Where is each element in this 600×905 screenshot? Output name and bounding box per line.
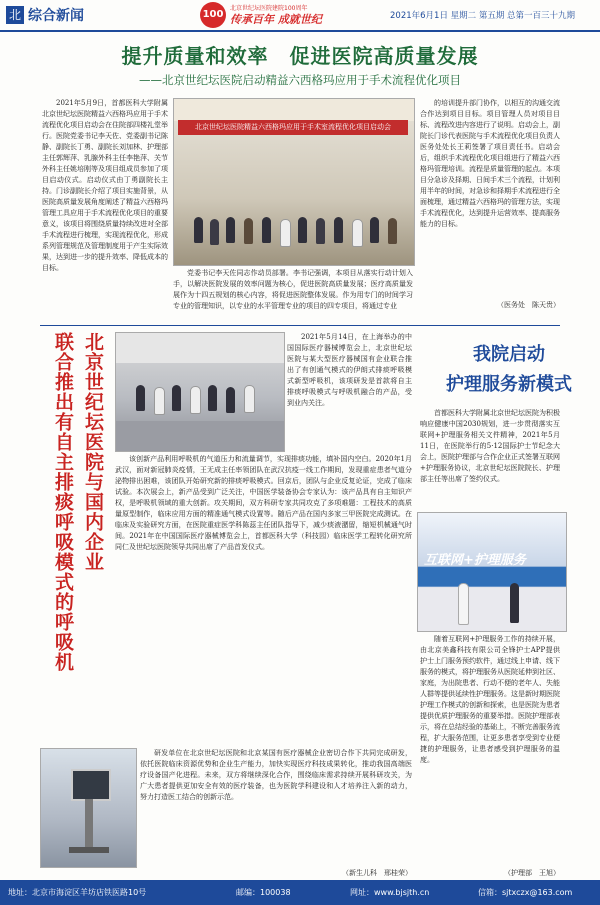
footer-address: 地址：北京市海淀区羊坊店铁医路10号: [8, 888, 147, 897]
right-headline-line-2: 护理服务新模式: [446, 374, 572, 395]
lead-photo-banner: 北京世纪坛医院精益六西格玛应用于手术室流程优化项目启动会: [178, 120, 408, 135]
mid-column-main: [115, 454, 412, 742]
section-logo-icon: 北: [6, 6, 24, 24]
lead-column-3: [173, 268, 413, 323]
footer-postcode: 邮编：100038: [236, 888, 291, 897]
lead-subheadline: ——北京世纪坛医院启动精益六西格玛应用于手术流程优化项目: [139, 73, 461, 87]
lead-headline: 提升质量和效率 促进医院高质量发展: [121, 44, 479, 68]
lead-column-1: [42, 98, 168, 323]
mid-column-right: [287, 332, 412, 452]
issue-info: 2021年6月1日 星期二 第五期 总第一百三十九期: [390, 11, 576, 21]
lead-paragraph-3: 党委书记李天佐同志作动员部署。李书记强调，本项目从落实行动计划入手，以解决医院发展的效率问题为核心，促进医院高质量发展；医疗高质量发展作为十四五规划的核心内容，将促进医院整体发展。作为用专门的时间学习专业的管理知识，以专业的水平管理专业的项目的四专项目，将通过专业: [173, 269, 413, 310]
mid-paragraph-3: 研发单位在北京世纪坛医院和北京某国有医疗器械企业密切合作下共同完成研发，依托医院临床资源优势和企业生产能力，加快实现医疗科技成果转化，推动我国高端医疗设备国产化进程。未来，双方将继续深化合作，围绕临床需求持续开展科研攻关，为广大患者提供更加安全有效的医疗装备，也为医院学科建设和人才培养注入新的动力，努力打造医工结合的创新示范。: [140, 749, 412, 801]
lead-paragraph-1: 2021年5月9日，首都医科大学附属北京世纪坛医院精益六西格玛应用于手术流程优化项目启动会在住院部四楼礼堂举行。医院党委书记李天佐、党委副书记陈静、副院长丁勇、副院长刘加林、护理部主任郭辉萍、乳腺外科主任李艳萍、关节外科主任姚培刚等及项目组成员参加了项目启动仪式。启动仪式由丁勇副院长主持。门诊副院长介绍了项目实施背景，从医院高质量发展角度阐述了精益六西格玛管理工具应用于手术流程优化项目的重要意义，该项目将围绕质量持续改进对全部手术流程进行梳理，实现流程优化，形成系列管理规范及管理制度用于产生实际效果，达到进一步的提升效率、降低成本的目标。: [42, 99, 168, 272]
mid-column-bottom: [140, 748, 412, 868]
right-column-top: [420, 408, 560, 508]
lead-paragraph-4: 的培训提升部门协作，以相互的沟通交流合作达到项目目标。项目管理人员对项目目标、流程改进内容进行了说明。启动会上，副院长门诊代表医院与手术流程优化项目负责人医务处处长王莉签署了项目责任书。启动会后，组织手术流程优化项目组进行了精益六西格玛管理培训。流程是质量管理的起点。本项目分急诊及择期、日间手术三个流程，计划利用半年的时间，对急诊和择期手术流程进行全面梳理，通过精益六西格玛的管理方法，实现手术流程优化，达到提升运营效率、提高服务能力的目标。: [420, 99, 560, 228]
photo-backdrop: [116, 333, 284, 363]
lead-column-4: [420, 98, 560, 298]
masthead: [0, 0, 600, 32]
section-name: 综合新闻: [28, 8, 84, 24]
mid-headline: [40, 332, 110, 747]
anniversary-badge-icon: 100: [200, 2, 226, 28]
photo-floor: [116, 421, 284, 451]
right-photo-banner: 互联网+护理服务: [424, 553, 526, 568]
right-headline-line-1: 我院启动: [473, 344, 545, 365]
mid-headline-line-1: 北京世纪坛医院与国内企业: [82, 332, 104, 572]
mid-headline-line-2: 联合推出有自主排痰呼吸模式的呼吸机: [52, 332, 74, 672]
footer-bar: [0, 880, 600, 905]
lead-byline: （医务处 陈天贵）: [497, 301, 560, 309]
right-column-bottom: [420, 634, 560, 862]
right-paragraph-2: 随着互联网+护理服务工作的持续开展，由北京美鑫科技有限公司全锋护士APP提供护士上门服务预约软件，通过线上申请、线下服务的模式，将护理服务从医院延伸到社区、家庭，为出院患者、行动不便的老年人、失能人群等提供延续性护理服务。这是新时期医院护理工作模式的创新和探索，也是医院为患者提供优质护理服务的重要举措。医院护理部表示，将在总结经验的基础上，不断完善服务流程，扩大服务范围，让更多患者享受到专业便捷的护理服务，让患者感受到护理服务的温度。: [420, 635, 560, 764]
footer-website-link[interactable]: 网址：www.bjsjth.cn: [350, 888, 430, 897]
section-divider: [40, 325, 560, 326]
anniversary-caption: 北京世纪坛医院建院100周年: [230, 5, 308, 12]
right-byline: （护理部 王旭）: [504, 869, 560, 877]
photo-ceiling: [174, 99, 414, 121]
mid-photo-ventilator: [40, 748, 137, 868]
right-photo-signing: [417, 512, 567, 632]
right-paragraph-1: 首都医科大学附属北京世纪坛医院为积极响应健康中国2030规划，进一步贯彻落实互联网+护理服务相关文件精神，2021年5月11日，在医院举行的5·12国际护士节纪念大会上，医院护理部与合作企业正式签署互联网+护理服务协议，北京世纪坛医院院长、护理部主任等出席了签约仪式。: [420, 409, 560, 483]
anniversary-slogan: 传承百年 成就世纪: [230, 13, 322, 26]
footer-email-link[interactable]: 信箱：sjtxczx@163.com: [478, 888, 573, 897]
mid-paragraph-1: 2021年5月14日，在上海举办的中国国际医疗器械博览会上，北京世纪坛医院与某大型医疗器械国有企业联合推出了有创通气模式的伊朗式排痰呼吸模式新型呼吸机，该项研发是首款将自主排痰呼吸模式与呼吸机融合的产品，受到业内关注。: [287, 333, 412, 407]
mid-byline: （新生儿科 邢桂荣）: [342, 869, 412, 877]
mid-paragraph-2: 该创新产品利用呼吸机的气道压力和流量调节，实现排痰功能，填补国内空白。2020年1月武汉，面对新冠肺炎疫情，王无成主任率领团队在武汉抗疫一线工作期间，发现重症患者气道分泌物排出困难，该团队开始研究新的排痰呼吸模式。回京后，团队与企业反复论证，完成了临床试验。本次展会上，新产品受到广泛关注，中国医学装备协会专家认为：该产品具有自主知识产权，是呼吸机领域的重大创新。攻关期间，双方科研专家共同攻克了多项难题：工程技术的高质量原型制作，临床应用方面的精准通气模式设置等。随后产品在国内多家三甲医院完成测试。在临床及实验研究方面，在医院重症医学科陈蕊主任团队指导下，减少痰液潴留，缩短机械通气时间。2021年在中国国际医疗器械博览会上，首都医科大学（科技园）临床医学工程转化研究所同仁及世纪坛医院领导共同出席了产品首发仪式。: [115, 455, 412, 551]
mid-photo-group: [115, 332, 285, 452]
ventilator-screen-icon: [71, 769, 111, 801]
